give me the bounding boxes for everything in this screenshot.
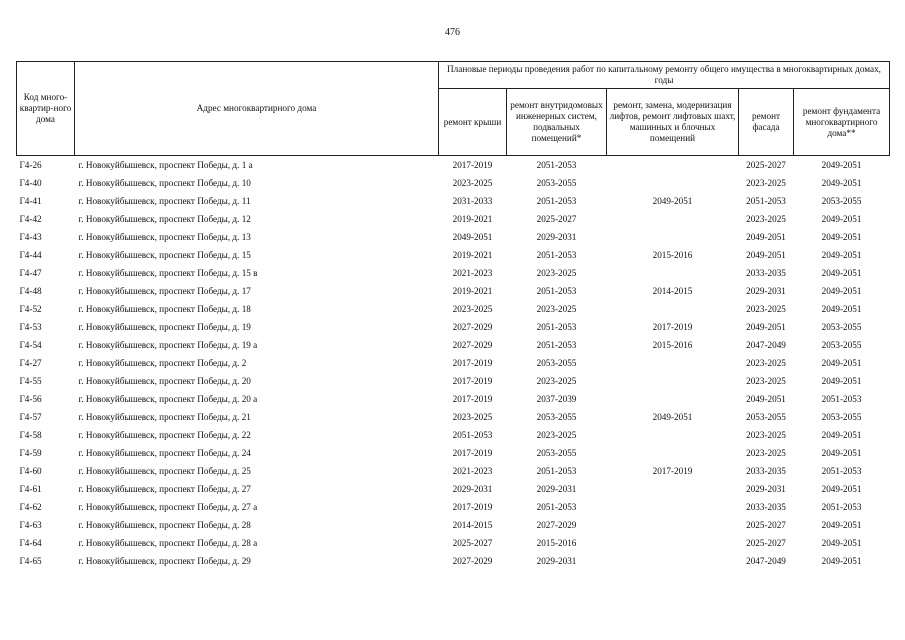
cell-foundation: 2049-2051 bbox=[821, 447, 862, 458]
cell-code: Г4-42 bbox=[19, 213, 42, 224]
cell-code: Г4-59 bbox=[19, 447, 42, 458]
cell-systems: 2023-2025 bbox=[536, 375, 577, 386]
table-row bbox=[17, 228, 890, 246]
cell-roof: 2017-2019 bbox=[452, 375, 493, 386]
cell-code: Г4-57 bbox=[19, 411, 42, 422]
cell-elevators bbox=[607, 264, 739, 282]
cell-roof: 2021-2023 bbox=[452, 267, 493, 278]
table-row bbox=[17, 282, 890, 300]
cell-code: Г4-48 bbox=[19, 285, 42, 296]
cell-elevators bbox=[607, 480, 739, 498]
cell-systems: 2051-2053 bbox=[536, 321, 577, 332]
table-row bbox=[17, 264, 890, 282]
capital-repair-table bbox=[16, 61, 890, 570]
cell-address: г. Новокуйбышевск, проспект Победы, д. 29 bbox=[78, 555, 251, 566]
cell-roof: 2019-2021 bbox=[452, 249, 493, 260]
cell-systems: 2023-2025 bbox=[536, 429, 577, 440]
header-address: Адрес многоквартирного дома bbox=[75, 62, 439, 156]
cell-systems: 2053-2055 bbox=[536, 447, 577, 458]
table-row bbox=[17, 300, 890, 318]
cell-foundation: 2051-2053 bbox=[821, 501, 862, 512]
cell-foundation: 2049-2051 bbox=[821, 537, 862, 548]
cell-code: Г4-27 bbox=[19, 357, 42, 368]
cell-roof: 2017-2019 bbox=[452, 447, 493, 458]
cell-address: г. Новокуйбышевск, проспект Победы, д. 21 bbox=[78, 411, 251, 422]
cell-systems: 2029-2031 bbox=[536, 231, 577, 242]
cell-foundation: 2053-2055 bbox=[821, 195, 862, 206]
table-row bbox=[17, 246, 890, 264]
cell-facade: 2047-2049 bbox=[746, 339, 786, 350]
cell-roof: 2023-2025 bbox=[452, 411, 493, 422]
cell-systems: 2053-2055 bbox=[536, 177, 577, 188]
cell-facade: 2047-2049 bbox=[746, 555, 786, 566]
cell-systems: 2015-2016 bbox=[536, 537, 577, 548]
table-row bbox=[17, 516, 890, 534]
cell-facade: 2049-2051 bbox=[746, 393, 786, 404]
cell-code: Г4-26 bbox=[19, 159, 42, 170]
cell-address: г. Новокуйбышевск, проспект Победы, д. 2 bbox=[78, 357, 247, 368]
cell-roof: 2027-2029 bbox=[452, 321, 493, 332]
table-row bbox=[17, 210, 890, 228]
cell-foundation: 2049-2051 bbox=[821, 249, 862, 260]
cell-elevators bbox=[607, 426, 739, 444]
header-roof: ремонт крыши bbox=[439, 89, 507, 156]
table-row bbox=[17, 426, 890, 444]
cell-systems: 2053-2055 bbox=[536, 357, 577, 368]
table-row bbox=[17, 462, 890, 480]
cell-foundation: 2049-2051 bbox=[821, 231, 862, 242]
cell-elevators: 2014-2015 bbox=[652, 285, 693, 296]
table-row bbox=[17, 372, 890, 390]
cell-roof: 2029-2031 bbox=[452, 483, 493, 494]
cell-elevators bbox=[607, 372, 739, 390]
table-row bbox=[17, 192, 890, 210]
cell-roof: 2014-2015 bbox=[452, 519, 493, 530]
cell-systems: 2051-2053 bbox=[536, 249, 577, 260]
cell-elevators bbox=[607, 534, 739, 552]
cell-code: Г4-52 bbox=[19, 303, 42, 314]
cell-foundation: 2049-2051 bbox=[821, 555, 862, 566]
cell-roof: 2027-2029 bbox=[452, 339, 493, 350]
cell-address: г. Новокуйбышевск, проспект Победы, д. 28 bbox=[78, 519, 251, 530]
cell-elevators bbox=[607, 300, 739, 318]
cell-address: г. Новокуйбышевск, проспект Победы, д. 19 bbox=[78, 321, 251, 332]
table-row bbox=[17, 174, 890, 192]
cell-facade: 2033-2035 bbox=[746, 267, 786, 278]
cell-systems: 2029-2031 bbox=[536, 555, 577, 566]
cell-facade: 2051-2053 bbox=[746, 195, 786, 206]
cell-address: г. Новокуйбышевск, проспект Победы, д. 20 bbox=[78, 375, 251, 386]
cell-foundation: 2049-2051 bbox=[821, 267, 862, 278]
page-number: 476 bbox=[445, 27, 460, 38]
cell-roof: 2021-2023 bbox=[452, 465, 493, 476]
cell-code: Г4-64 bbox=[19, 537, 42, 548]
cell-address: г. Новокуйбышевск, проспект Победы, д. 18 bbox=[78, 303, 251, 314]
cell-foundation: 2053-2055 bbox=[821, 321, 862, 332]
cell-facade: 2033-2035 bbox=[746, 501, 786, 512]
table-row bbox=[17, 552, 890, 570]
cell-address: г. Новокуйбышевск, проспект Победы, д. 28 а bbox=[78, 537, 258, 548]
cell-elevators bbox=[607, 498, 739, 516]
cell-systems: 2053-2055 bbox=[536, 411, 577, 422]
cell-facade: 2023-2025 bbox=[746, 213, 786, 224]
cell-facade: 2023-2025 bbox=[746, 375, 786, 386]
cell-address: г. Новокуйбышевск, проспект Победы, д. 22 bbox=[78, 429, 251, 440]
cell-systems: 2037-2039 bbox=[536, 393, 577, 404]
cell-foundation: 2053-2055 bbox=[821, 411, 862, 422]
cell-address: г. Новокуйбышевск, проспект Победы, д. 27 а bbox=[78, 501, 258, 512]
header-code: Код много-квартир-ного дома bbox=[17, 62, 75, 156]
cell-foundation: 2049-2051 bbox=[821, 303, 862, 314]
cell-facade: 2029-2031 bbox=[746, 285, 786, 296]
cell-systems: 2023-2025 bbox=[536, 303, 577, 314]
cell-code: Г4-62 bbox=[19, 501, 42, 512]
cell-facade: 2025-2027 bbox=[746, 519, 786, 530]
table-row bbox=[17, 534, 890, 552]
cell-address: г. Новокуйбышевск, проспект Победы, д. 17 bbox=[78, 285, 251, 296]
cell-foundation: 2049-2051 bbox=[821, 519, 862, 530]
cell-foundation: 2053-2055 bbox=[821, 339, 862, 350]
cell-systems: 2029-2031 bbox=[536, 483, 577, 494]
table-row bbox=[17, 156, 890, 175]
cell-roof: 2025-2027 bbox=[452, 537, 493, 548]
cell-facade: 2023-2025 bbox=[746, 303, 786, 314]
cell-elevators bbox=[607, 444, 739, 462]
cell-code: Г4-61 bbox=[19, 483, 42, 494]
cell-foundation: 2049-2051 bbox=[821, 285, 862, 296]
table-body bbox=[17, 156, 890, 571]
cell-address: г. Новокуйбышевск, проспект Победы, д. 11 bbox=[78, 195, 251, 206]
cell-address: г. Новокуйбышевск, проспект Победы, д. 20 а bbox=[78, 393, 258, 404]
cell-code: Г4-60 bbox=[19, 465, 42, 476]
cell-systems: 2051-2053 bbox=[536, 465, 577, 476]
cell-elevators: 2017-2019 bbox=[652, 321, 693, 332]
cell-systems: 2023-2025 bbox=[536, 267, 577, 278]
cell-elevators: 2015-2016 bbox=[652, 249, 693, 260]
cell-roof: 2049-2051 bbox=[452, 231, 493, 242]
cell-roof: 2017-2019 bbox=[452, 159, 493, 170]
cell-address: г. Новокуйбышевск, проспект Победы, д. 1 а bbox=[78, 159, 253, 170]
cell-address: г. Новокуйбышевск, проспект Победы, д. 13 bbox=[78, 231, 251, 242]
cell-elevators bbox=[607, 156, 739, 175]
cell-foundation: 2049-2051 bbox=[821, 357, 862, 368]
cell-systems: 2051-2053 bbox=[536, 339, 577, 350]
cell-facade: 2023-2025 bbox=[746, 447, 786, 458]
cell-foundation: 2049-2051 bbox=[821, 375, 862, 386]
cell-roof: 2027-2029 bbox=[452, 555, 493, 566]
cell-code: Г4-41 bbox=[19, 195, 42, 206]
header-periods: Плановые периоды проведения работ по капитальному ремонту общего имущества в многоквартирных домах, годы bbox=[439, 62, 890, 89]
cell-systems: 2027-2029 bbox=[536, 519, 577, 530]
cell-address: г. Новокуйбышевск, проспект Победы, д. 10 bbox=[78, 177, 251, 188]
table-row bbox=[17, 408, 890, 426]
cell-elevators bbox=[607, 210, 739, 228]
cell-facade: 2049-2051 bbox=[746, 321, 786, 332]
header-foundation: ремонт фундамента многоквартирного дома** bbox=[794, 89, 890, 156]
cell-address: г. Новокуйбышевск, проспект Победы, д. 25 bbox=[78, 465, 251, 476]
cell-address: г. Новокуйбышевск, проспект Победы, д. 15 bbox=[78, 249, 251, 260]
cell-code: Г4-55 bbox=[19, 375, 42, 386]
cell-foundation: 2049-2051 bbox=[821, 159, 862, 170]
table-header bbox=[17, 62, 890, 156]
cell-foundation: 2049-2051 bbox=[821, 483, 862, 494]
cell-systems: 2051-2053 bbox=[536, 285, 577, 296]
cell-roof: 2017-2019 bbox=[452, 501, 493, 512]
cell-code: Г4-44 bbox=[19, 249, 42, 260]
cell-roof: 2023-2025 bbox=[452, 303, 493, 314]
table-row bbox=[17, 498, 890, 516]
cell-roof: 2023-2025 bbox=[452, 177, 493, 188]
cell-facade: 2023-2025 bbox=[746, 429, 786, 440]
table-row bbox=[17, 390, 890, 408]
cell-elevators bbox=[607, 390, 739, 408]
cell-facade: 2049-2051 bbox=[746, 249, 786, 260]
cell-code: Г4-63 bbox=[19, 519, 42, 530]
cell-elevators bbox=[607, 552, 739, 570]
cell-address: г. Новокуйбышевск, проспект Победы, д. 24 bbox=[78, 447, 251, 458]
cell-systems: 2051-2053 bbox=[536, 159, 577, 170]
cell-facade: 2025-2027 bbox=[746, 159, 786, 170]
cell-code: Г4-65 bbox=[19, 555, 42, 566]
cell-roof: 2051-2053 bbox=[452, 429, 493, 440]
cell-code: Г4-58 bbox=[19, 429, 42, 440]
cell-code: Г4-53 bbox=[19, 321, 42, 332]
cell-foundation: 2051-2053 bbox=[821, 393, 862, 404]
cell-roof: 2019-2021 bbox=[452, 213, 493, 224]
table-row bbox=[17, 444, 890, 462]
cell-code: Г4-47 bbox=[19, 267, 42, 278]
cell-code: Г4-56 bbox=[19, 393, 42, 404]
cell-systems: 2051-2053 bbox=[536, 501, 577, 512]
cell-facade: 2025-2027 bbox=[746, 537, 786, 548]
table-row bbox=[17, 318, 890, 336]
cell-foundation: 2051-2053 bbox=[821, 465, 862, 476]
cell-roof: 2031-2033 bbox=[452, 195, 493, 206]
cell-elevators: 2015-2016 bbox=[652, 339, 693, 350]
cell-roof: 2019-2021 bbox=[452, 285, 493, 296]
cell-facade: 2049-2051 bbox=[746, 231, 786, 242]
cell-address: г. Новокуйбышевск, проспект Победы, д. 12 bbox=[78, 213, 251, 224]
cell-code: Г4-40 bbox=[19, 177, 42, 188]
cell-elevators: 2049-2051 bbox=[652, 195, 693, 206]
cell-elevators: 2049-2051 bbox=[652, 411, 693, 422]
cell-facade: 2023-2025 bbox=[746, 177, 786, 188]
cell-code: Г4-54 bbox=[19, 339, 42, 350]
cell-facade: 2029-2031 bbox=[746, 483, 786, 494]
cell-roof: 2017-2019 bbox=[452, 393, 493, 404]
cell-address: г. Новокуйбышевск, проспект Победы, д. 27 bbox=[78, 483, 251, 494]
cell-elevators bbox=[607, 228, 739, 246]
cell-code: Г4-43 bbox=[19, 231, 42, 242]
cell-foundation: 2049-2051 bbox=[821, 429, 862, 440]
cell-systems: 2025-2027 bbox=[536, 213, 577, 224]
header-facade: ремонт фасада bbox=[739, 89, 794, 156]
cell-elevators bbox=[607, 354, 739, 372]
cell-facade: 2053-2055 bbox=[746, 411, 786, 422]
cell-elevators: 2017-2019 bbox=[652, 465, 693, 476]
cell-address: г. Новокуйбышевск, проспект Победы, д. 15 в bbox=[78, 267, 258, 278]
table-row bbox=[17, 480, 890, 498]
header-systems: ремонт внутридомовых инженерных систем, подвальных помещений* bbox=[507, 89, 607, 156]
cell-facade: 2023-2025 bbox=[746, 357, 786, 368]
cell-roof: 2017-2019 bbox=[452, 357, 493, 368]
cell-facade: 2033-2035 bbox=[746, 465, 786, 476]
cell-elevators bbox=[607, 174, 739, 192]
cell-address: г. Новокуйбышевск, проспект Победы, д. 19 а bbox=[78, 339, 258, 350]
header-elevators: ремонт, замена, модернизация лифтов, ремонт лифтовых шахт, машинных и блочных помещений bbox=[607, 89, 739, 156]
cell-elevators bbox=[607, 516, 739, 534]
cell-systems: 2051-2053 bbox=[536, 195, 577, 206]
table-row bbox=[17, 336, 890, 354]
table-row bbox=[17, 354, 890, 372]
cell-foundation: 2049-2051 bbox=[821, 213, 862, 224]
cell-foundation: 2049-2051 bbox=[821, 177, 862, 188]
